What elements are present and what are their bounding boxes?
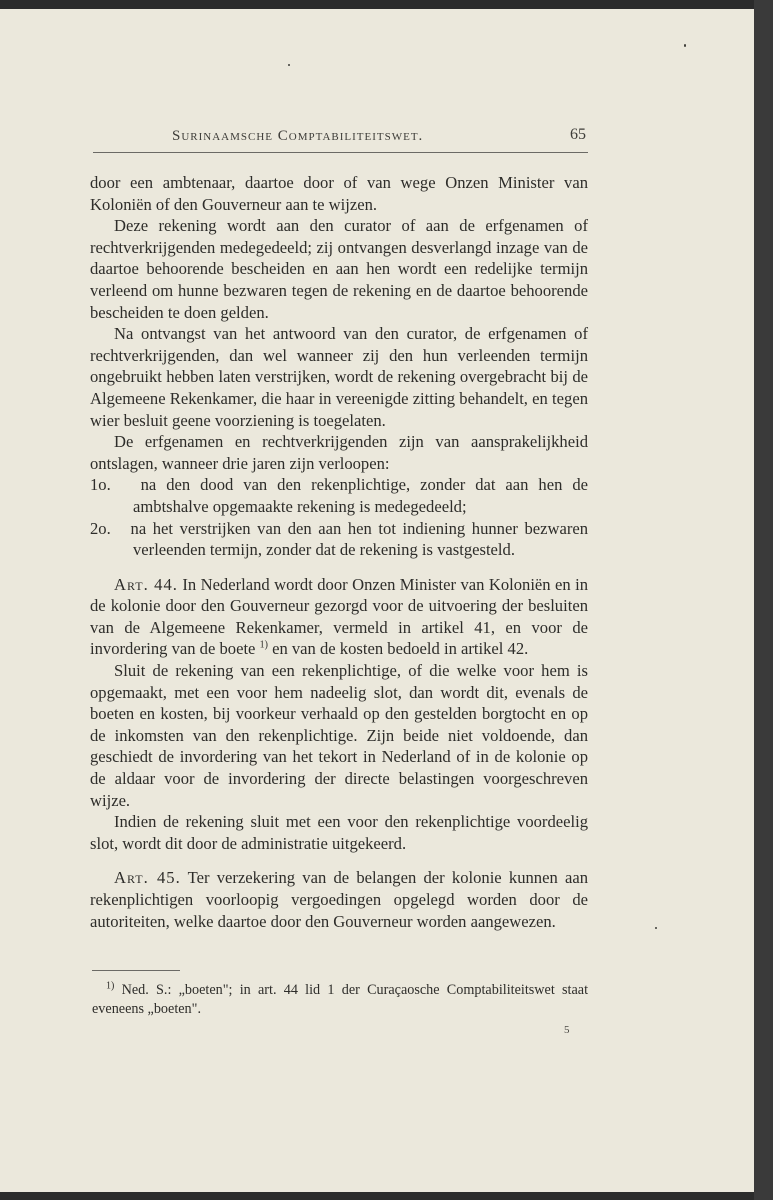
paper-speck [655,927,657,929]
header-rule [93,152,588,153]
footnote-text: Ned. S.: „boeten"; in art. 44 lid 1 der Curaçaosche Comptabiliteitswet staat eveneens „boeten". [92,982,589,1017]
article-text: en van de kosten bedoeld in artikel 42. [272,639,529,659]
article-label: Art. 45. [114,868,181,888]
article-text: In Nederland wordt door Onzen Minister van Koloniën en in de kolonie door den Gouverneur gezorgd voor de uitvoering der besluiten van de Algemeene Rekenkamer, vermeld in artikel 41, en voor de invordering van de boete [90,574,589,659]
paragraph: door een ambtenaar, daartoe door of van wege Onzen Minister van Koloniën of den Gouverneur aan te wijzen. [90,173,588,214]
list-item-text: na het verstrijken van den aan hen tot indiening hunner bezwaren verleenden termijn, zonder dat de rekening is vastgesteld. [130,518,589,560]
paper-speck [684,44,686,47]
paper-speck [288,64,290,66]
paragraph: Deze rekening wordt aan den curator of aan de erfgenamen of rechtverkrijgenden medegedeeld; zij ontvangen desverlangd inzage van de daartoe behoorende bescheiden en aan hen wordt een redelijke termijn verleend om hunne bezwaren tegen de rekening en de daartoe behoorende bescheiden te doen gelden. [90,216,588,322]
list-item [90,518,588,561]
scan-border [754,0,773,1200]
page-number: 65 [570,126,586,143]
list-item-number: 1o. [90,475,111,495]
article-44 [90,574,588,660]
article-text: Ter verzekering van de belangen der kolonie kunnen aan rekenplichtigen voorloopig vergoedingen opgelegd worden door de autoriteiten, welke daartoe door den Gouverneur worden aangewezen. [90,868,588,931]
list-item-text: na den dood van den rekenplichtige, zonder dat aan hen de ambtshalve opgemaakte rekening is medegedeeld; [133,475,588,516]
running-header [93,126,588,150]
paragraph: Na ontvangst van het antwoord van den curator, de erfgenamen of rechtverkrijgenden, dan wel wanneer zij den hun verleenden termijn ongebruikt hebben laten verstrijken, wordt de rekening overgebracht bij de Algemeene Rekenkamer, die haar in vereenigde zitting behandelt, en tegen wier besluit geene voorziening is toegelaten. [90,324,588,430]
paragraph: Indien de rekening sluit met een voor den rekenplichtige voordeelig slot, wordt dit door de administratie uitgekeerd. [90,812,588,853]
body-text [90,172,588,932]
paragraph: De erfgenamen en rechtverkrijgenden zijn van aansprakelijkheid ontslagen, wanneer drie jaren zijn verloopen: [90,432,588,473]
article-45 [90,867,588,932]
footnote-marker: 1) [106,980,115,992]
footnote-reference[interactable]: 1) [259,639,268,651]
footnote [92,981,588,1019]
list-item [90,474,588,517]
footnote-rule [92,970,180,971]
list-item-number: 2o. [90,518,111,538]
paragraph: Sluit de rekening van een rekenplichtige, of die welke voor hem is opgemaakt, met een voor hem nadeelig slot, dan wordt dit, evenals de boeten en kosten, bij voorkeur verhaald op den gestelden borgtocht en op de inkomsten van den rekenplichtige. Zijn beide niet voldoende, dan geschiedt de invordering van het tekort in Nederland of in de kolonie op de aldaar voor de invordering der directe belastingen voorgeschreven wijze. [90,661,588,810]
running-title: Surinaamsche Comptabiliteitswet. [172,128,424,144]
printer-signature: 5 [564,1024,570,1036]
article-label: Art. 44. [114,574,178,594]
